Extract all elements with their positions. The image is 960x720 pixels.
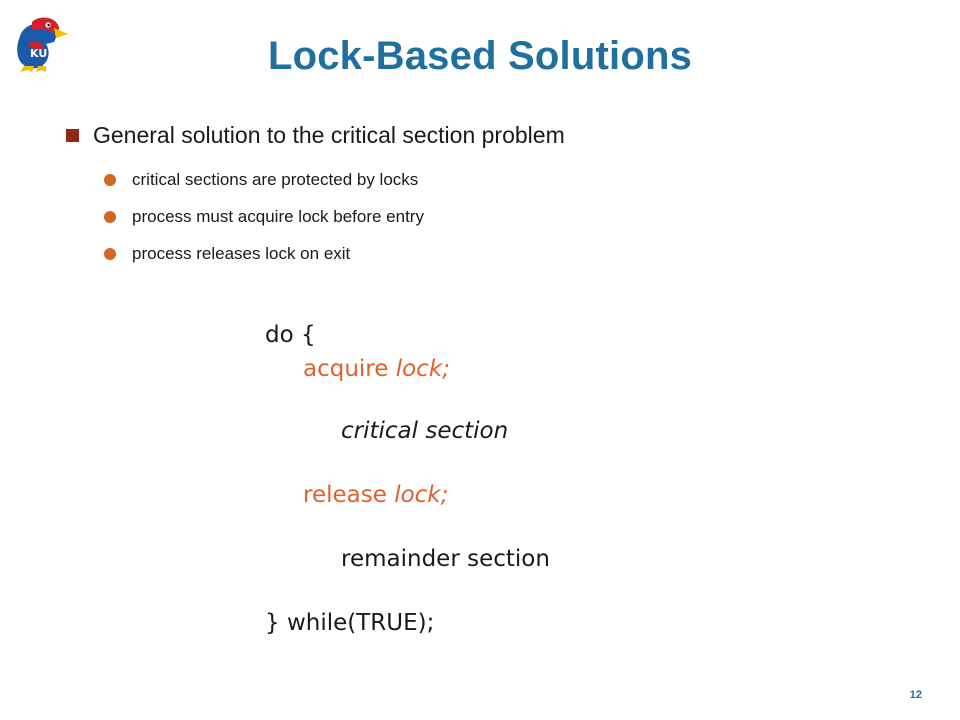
sub-bullet-text: process releases lock on exit bbox=[132, 244, 351, 263]
code-acquire-keyword: acquire bbox=[303, 356, 396, 382]
round-bullet-icon bbox=[104, 248, 116, 260]
page-number: 12 bbox=[909, 689, 922, 701]
code-remainder-section: remainder section bbox=[341, 546, 550, 572]
sub-bullet-text: process must acquire lock before entry bbox=[132, 207, 424, 226]
code-while-close: } while(TRUE); bbox=[265, 610, 435, 636]
sub-bullet bbox=[104, 170, 418, 190]
code-do-open: do { bbox=[265, 322, 316, 348]
round-bullet-icon bbox=[104, 211, 116, 223]
code-critical-section: critical section bbox=[341, 418, 509, 444]
round-bullet-icon bbox=[104, 174, 116, 186]
main-bullet bbox=[66, 122, 565, 149]
main-bullet-text: General solution to the critical section problem bbox=[93, 122, 565, 148]
code-release-keyword: release bbox=[303, 482, 395, 508]
code-release-line bbox=[303, 482, 448, 508]
code-release-lock: lock; bbox=[394, 482, 449, 508]
slide-title: Lock-Based Solutions bbox=[267, 34, 693, 78]
sub-bullet bbox=[104, 244, 350, 264]
square-bullet-icon bbox=[66, 129, 79, 142]
sub-bullet bbox=[104, 207, 424, 227]
code-acquire-lock: lock; bbox=[395, 356, 450, 382]
logo-text: KU bbox=[30, 47, 48, 60]
code-acquire-line bbox=[303, 356, 450, 382]
sub-bullet-text: critical sections are protected by locks bbox=[132, 170, 419, 189]
